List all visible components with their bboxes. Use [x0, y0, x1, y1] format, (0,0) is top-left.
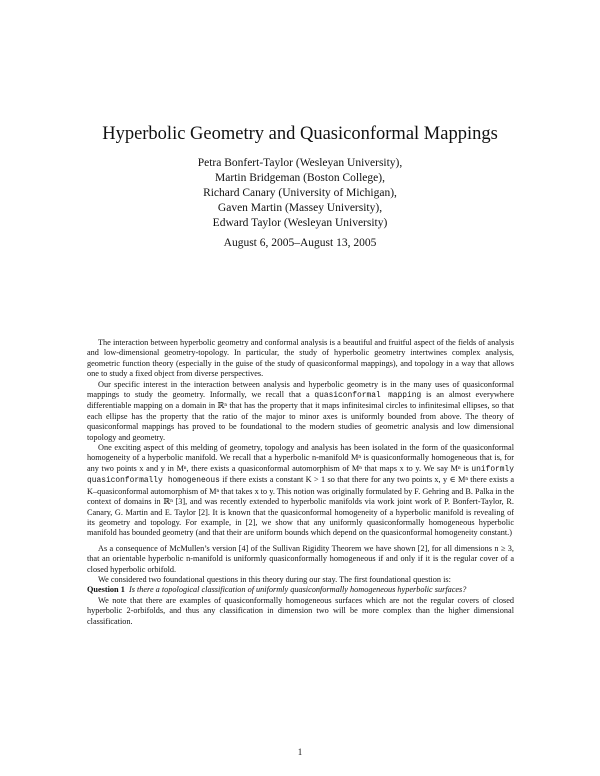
question-label: Question 1: [87, 585, 125, 595]
author-line: Edward Taylor (Wesleyan University): [212, 217, 388, 229]
author-list: [0, 156, 600, 231]
paragraph-text: is an almost everywhere differentiable mapping on a domain in ℝⁿ that has the property that it maps infinitesimal circles to infinitesimal ellipses, so that each ellipse has the property that the ratio of the major to minor axes is uniformly bounded from above. The theory of quasiconformal mappings has proved to be foundational to the modern studies of geometric analysis and low dimensional topology and geometry.: [87, 390, 514, 442]
question-block: [87, 585, 514, 595]
page-number: 1: [297, 747, 303, 757]
body-text: [87, 338, 514, 627]
paragraph-text: One exciting aspect of this melding of geometry, topology and analysis has been isolated in the form of the quasiconformal homogeneity of a hyperbolic manifold. We recall that a hyperbolic n-manifold Mⁿ is quasiconformally homogeneous that is, for any two points x and y in Mⁿ, there exists a quasiconformal automorphism of Mⁿ that maps x to y. We say Mⁿ is: [87, 443, 514, 473]
paragraph-questions-intro: We considered two foundational questions in this theory during our stay. The first foundational question is:: [98, 574, 451, 584]
paragraph-text: Our specific interest in the interaction between analysis and hyperbolic geometry is in the many uses of quasiconformal mappings to study the geometry. Informally, we recall that a: [87, 379, 514, 400]
defined-term: quasiconformal mapping: [314, 391, 422, 401]
author-line: Richard Canary (University of Michigan),: [203, 187, 397, 199]
date-range: August 6, 2005–August 13, 2005: [223, 237, 377, 249]
paper-title: Hyperbolic Geometry and Quasiconformal Mappings: [102, 124, 498, 144]
paragraph-mcmullen: As a consequence of McMullen’s version [4] of the Sullivan Rigidity Theorem we have shown [2], for all dimensions n ≥ 3, that an orientable hyperbolic n-manifold is uniformly quasiconformally homogeneous if and only if it is the regular cover of a closed hyperbolic orbifold.: [87, 543, 514, 574]
author-line: Martin Bridgeman (Boston College),: [215, 172, 385, 184]
question-text: Is there a topological classification of uniformly quasiconformally homogeneous hyperbolic surfaces?: [128, 585, 467, 595]
defined-term: uniformly quasiconformally homogeneous: [87, 464, 514, 486]
paragraph-quasiconformal: [87, 380, 514, 443]
author-line: Petra Bonfert-Taylor (Wesleyan University),: [197, 157, 403, 169]
paragraph-intro: The interaction between hyperbolic geometry and conformal analysis is a beautiful and fruitful aspect of the fields of analysis and low-dimensional geometry-topology. In particular, the study of hyperbolic geometry intertwines complex analysis, geometric function theory (especially in the guise of the study of quasiconformal mappings), and topology in a way that allows one to study a fixed object from diverse perspectives.: [87, 338, 514, 379]
paragraph-surfaces: We note that there are examples of quasiconformally homogeneous surfaces which are not the regular covers of closed hyperbolic 2-orbifolds, and thus any classification in dimension two will be more complex than the higher dimensional classification.: [87, 595, 514, 626]
paragraph-homogeneity: [87, 443, 514, 539]
author-line: Gaven Martin (Massey University),: [217, 202, 383, 214]
paragraph-text: if there exists a constant K > 1 so that there for any two points x, y ∈ Mⁿ there exists a K–quasiconformal automorphism of Mⁿ that takes x to y. This notion was originally formulated by F. Gehring and B. Palka in the context of domains in ℝⁿ [3], and was recently extended to hyperbolic manifolds via work joint work of P. Bonfert-Taylor, R. Canary, G. Martin and E. Taylor [2]. It is known that the quasiconformal homogeneity of a hyperbolic manifold is revealing of its geometry and topology. For example, in [2], we show that any uniformly quasiconformally homogeneous hyperbolic manifold has bounded geometry (and that their are uniform bounds which depend on the quasiconformal homogeneity constant.): [87, 475, 514, 538]
